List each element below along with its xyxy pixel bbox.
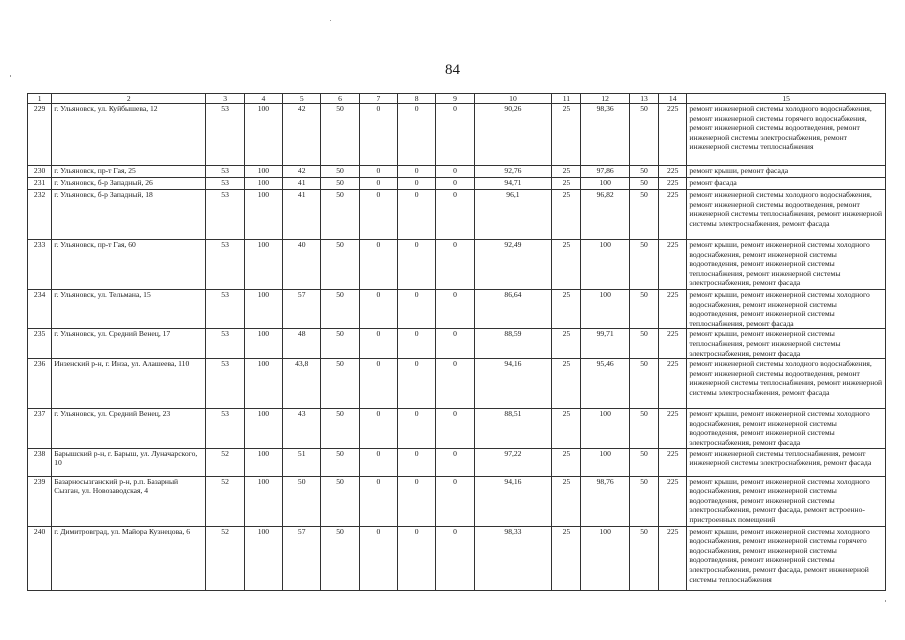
col14-cell: 225	[659, 329, 687, 359]
column-header-11: 11	[552, 94, 581, 104]
col11-cell: 25	[552, 359, 581, 409]
col14-cell: 225	[659, 409, 687, 448]
column-header-7: 7	[359, 94, 397, 104]
address-cell: г. Ульяновск, ул. Куйбышева, 12	[52, 104, 206, 166]
works-cell: ремонт крыши, ремонт фасада	[687, 166, 886, 178]
col8-cell: 0	[398, 166, 436, 178]
table-row	[28, 476, 886, 526]
col12-cell: 96,82	[581, 190, 629, 240]
address-cell: Барышский р-н, г. Барыш, ул. Луначарского, 10	[52, 448, 206, 476]
col13-cell: 50	[629, 240, 658, 290]
col12-cell: 97,86	[581, 166, 629, 178]
col8-cell: 0	[398, 329, 436, 359]
col10-cell: 97,22	[474, 448, 552, 476]
works-cell: ремонт крыши, ремонт инженерной системы холодного водоснабжения, ремонт инженерной системы водоотведения, ремонт инженерной системы теплоснабжения, ремонт фасада	[687, 290, 886, 329]
row-number: 233	[28, 240, 52, 290]
col8-cell: 0	[398, 359, 436, 409]
col6-cell: 50	[321, 190, 359, 240]
col11-cell: 25	[552, 104, 581, 166]
col7-cell: 0	[359, 240, 397, 290]
col14-cell: 225	[659, 290, 687, 329]
col6-cell: 50	[321, 476, 359, 526]
col14-cell: 225	[659, 476, 687, 526]
col8-cell: 0	[398, 448, 436, 476]
col13-cell: 50	[629, 166, 658, 178]
col5-cell: 51	[283, 448, 321, 476]
address-cell: г. Ульяновск, пр-т Гая, 25	[52, 166, 206, 178]
row-number: 237	[28, 409, 52, 448]
col6-cell: 50	[321, 409, 359, 448]
col10-cell: 94,71	[474, 178, 552, 190]
col9-cell: 0	[436, 448, 474, 476]
address-cell: г. Ульяновск, ул. Тельмана, 15	[52, 290, 206, 329]
col10-cell: 92,49	[474, 240, 552, 290]
col10-cell: 92,76	[474, 166, 552, 178]
column-header-15: 15	[687, 94, 886, 104]
col8-cell: 0	[398, 178, 436, 190]
col10-cell: 94,16	[474, 359, 552, 409]
column-header-5: 5	[283, 94, 321, 104]
col3-cell: 52	[206, 526, 244, 590]
col8-cell: 0	[398, 476, 436, 526]
col11-cell: 25	[552, 476, 581, 526]
col10-cell: 86,64	[474, 290, 552, 329]
col9-cell: 0	[436, 329, 474, 359]
column-header-10: 10	[474, 94, 552, 104]
col6-cell: 50	[321, 329, 359, 359]
table-row	[28, 290, 886, 329]
col14-cell: 225	[659, 166, 687, 178]
col14-cell: 225	[659, 359, 687, 409]
table-row	[28, 359, 886, 409]
col10-cell: 90,26	[474, 104, 552, 166]
column-header-4: 4	[244, 94, 282, 104]
col12-cell: 100	[581, 526, 629, 590]
col3-cell: 53	[206, 240, 244, 290]
address-cell: Инзенский р-н, г. Инза, ул. Алашеева, 110	[52, 359, 206, 409]
col7-cell: 0	[359, 190, 397, 240]
column-header-14: 14	[659, 94, 687, 104]
col4-cell: 100	[244, 526, 282, 590]
page-number: 84	[445, 62, 460, 78]
table-row	[28, 329, 886, 359]
row-number: 235	[28, 329, 52, 359]
col6-cell: 50	[321, 290, 359, 329]
column-header-1: 1	[28, 94, 52, 104]
table-row	[28, 190, 886, 240]
col3-cell: 52	[206, 448, 244, 476]
col13-cell: 50	[629, 178, 658, 190]
works-cell: ремонт крыши, ремонт инженерной системы холодного водоснабжения, ремонт инженерной системы горячего водоснабжения, ремонт инженерной системы водоотведения, ремонт инженерной системы электроснабжения, ремонт фасада, ремонт инженерной системы теплоснабжения	[687, 526, 886, 590]
col8-cell: 0	[398, 190, 436, 240]
col5-cell: 48	[283, 329, 321, 359]
col9-cell: 0	[436, 409, 474, 448]
col12-cell: 100	[581, 290, 629, 329]
col9-cell: 0	[436, 476, 474, 526]
row-number: 234	[28, 290, 52, 329]
col4-cell: 100	[244, 290, 282, 329]
col5-cell: 41	[283, 190, 321, 240]
col3-cell: 53	[206, 190, 244, 240]
scan-speck	[330, 20, 331, 21]
col5-cell: 57	[283, 526, 321, 590]
col6-cell: 50	[321, 526, 359, 590]
column-header-8: 8	[398, 94, 436, 104]
col4-cell: 100	[244, 104, 282, 166]
col12-cell: 98,36	[581, 104, 629, 166]
col5-cell: 42	[283, 104, 321, 166]
col9-cell: 0	[436, 178, 474, 190]
scan-speck	[885, 600, 886, 602]
col3-cell: 52	[206, 476, 244, 526]
table-row	[28, 178, 886, 190]
table-row	[28, 526, 886, 590]
address-cell: г. Ульяновск, б-р Западный, 18	[52, 190, 206, 240]
col11-cell: 25	[552, 178, 581, 190]
col7-cell: 0	[359, 104, 397, 166]
col4-cell: 100	[244, 166, 282, 178]
col13-cell: 50	[629, 329, 658, 359]
works-cell: ремонт инженерной системы холодного водоснабжения, ремонт инженерной системы горячего водоснабжения, ремонт инженерной системы водоотведения, ремонт инженерной системы электроснабжения, ремонт инженерной системы теплоснабжения	[687, 104, 886, 166]
col7-cell: 0	[359, 290, 397, 329]
col4-cell: 100	[244, 329, 282, 359]
column-header-2: 2	[52, 94, 206, 104]
row-number: 236	[28, 359, 52, 409]
col3-cell: 53	[206, 166, 244, 178]
col9-cell: 0	[436, 240, 474, 290]
address-cell: г. Ульяновск, пр-т Гая, 60	[52, 240, 206, 290]
col11-cell: 25	[552, 526, 581, 590]
col6-cell: 50	[321, 166, 359, 178]
col11-cell: 25	[552, 240, 581, 290]
col14-cell: 225	[659, 104, 687, 166]
col5-cell: 41	[283, 178, 321, 190]
col11-cell: 25	[552, 448, 581, 476]
col3-cell: 53	[206, 359, 244, 409]
col5-cell: 43,8	[283, 359, 321, 409]
col6-cell: 50	[321, 448, 359, 476]
col12-cell: 100	[581, 409, 629, 448]
address-cell: Базарносызганский р-н, р.п. Базарный Сызган, ул. Новозаводская, 4	[52, 476, 206, 526]
col4-cell: 100	[244, 240, 282, 290]
col6-cell: 50	[321, 104, 359, 166]
table-row	[28, 240, 886, 290]
col14-cell: 225	[659, 526, 687, 590]
col7-cell: 0	[359, 526, 397, 590]
table-row	[28, 409, 886, 448]
col11-cell: 25	[552, 329, 581, 359]
col5-cell: 57	[283, 290, 321, 329]
col9-cell: 0	[436, 359, 474, 409]
col3-cell: 53	[206, 104, 244, 166]
col7-cell: 0	[359, 166, 397, 178]
repair-program-table	[27, 93, 886, 591]
col4-cell: 100	[244, 190, 282, 240]
col11-cell: 25	[552, 409, 581, 448]
table-row	[28, 166, 886, 178]
col12-cell: 99,71	[581, 329, 629, 359]
col3-cell: 53	[206, 178, 244, 190]
col4-cell: 100	[244, 409, 282, 448]
column-header-3: 3	[206, 94, 244, 104]
repair-program-table-container	[27, 93, 886, 591]
column-header-12: 12	[581, 94, 629, 104]
col12-cell: 100	[581, 240, 629, 290]
col6-cell: 50	[321, 178, 359, 190]
table-row	[28, 104, 886, 166]
col8-cell: 0	[398, 526, 436, 590]
col8-cell: 0	[398, 240, 436, 290]
address-cell: г. Димитровград, ул. Майора Кузнецова, 6	[52, 526, 206, 590]
col14-cell: 225	[659, 448, 687, 476]
col12-cell: 100	[581, 178, 629, 190]
col4-cell: 100	[244, 359, 282, 409]
col7-cell: 0	[359, 448, 397, 476]
col13-cell: 50	[629, 409, 658, 448]
col3-cell: 53	[206, 329, 244, 359]
col3-cell: 53	[206, 290, 244, 329]
col8-cell: 0	[398, 104, 436, 166]
col7-cell: 0	[359, 178, 397, 190]
scan-speck	[10, 75, 11, 77]
col13-cell: 50	[629, 290, 658, 329]
column-header-6: 6	[321, 94, 359, 104]
works-cell: ремонт крыши, ремонт инженерной системы холодного водоснабжения, ремонт инженерной системы водоотведения, ремонт инженерной системы электроснабжения, ремонт фасада, ремонт встроенно-пристроенных помещений	[687, 476, 886, 526]
column-header-9: 9	[436, 94, 474, 104]
works-cell: ремонт фасада	[687, 178, 886, 190]
col4-cell: 100	[244, 448, 282, 476]
col11-cell: 25	[552, 190, 581, 240]
table-row	[28, 448, 886, 476]
col11-cell: 25	[552, 166, 581, 178]
works-cell: ремонт инженерной системы холодного водоснабжения, ремонт инженерной системы водоотведения, ремонт инженерной системы теплоснабжения, ремонт инженерной системы электроснабжения, ремонт фасада	[687, 359, 886, 409]
works-cell: ремонт крыши, ремонт инженерной системы теплоснабжения, ремонт инженерной системы электроснабжения, ремонт фасада	[687, 329, 886, 359]
col6-cell: 50	[321, 359, 359, 409]
col9-cell: 0	[436, 166, 474, 178]
col7-cell: 0	[359, 359, 397, 409]
col5-cell: 43	[283, 409, 321, 448]
col13-cell: 50	[629, 104, 658, 166]
col7-cell: 0	[359, 329, 397, 359]
col4-cell: 100	[244, 178, 282, 190]
row-number: 232	[28, 190, 52, 240]
col13-cell: 50	[629, 448, 658, 476]
col10-cell: 98,33	[474, 526, 552, 590]
works-cell: ремонт инженерной системы холодного водоснабжения, ремонт инженерной системы водоотведения, ремонт инженерной системы теплоснабжения, ремонт инженерной системы электроснабжения, ремонт фасада	[687, 190, 886, 240]
col5-cell: 40	[283, 240, 321, 290]
col12-cell: 100	[581, 448, 629, 476]
row-number: 240	[28, 526, 52, 590]
col12-cell: 95,46	[581, 359, 629, 409]
address-cell: г. Ульяновск, ул. Средний Венец, 23	[52, 409, 206, 448]
col7-cell: 0	[359, 409, 397, 448]
col9-cell: 0	[436, 190, 474, 240]
address-cell: г. Ульяновск, ул. Средний Венец, 17	[52, 329, 206, 359]
col10-cell: 88,59	[474, 329, 552, 359]
col9-cell: 0	[436, 526, 474, 590]
col9-cell: 0	[436, 290, 474, 329]
col10-cell: 88,51	[474, 409, 552, 448]
col4-cell: 100	[244, 476, 282, 526]
table-header-row	[28, 94, 886, 104]
col5-cell: 42	[283, 166, 321, 178]
col13-cell: 50	[629, 476, 658, 526]
row-number: 231	[28, 178, 52, 190]
col12-cell: 98,76	[581, 476, 629, 526]
col13-cell: 50	[629, 526, 658, 590]
col3-cell: 53	[206, 409, 244, 448]
col14-cell: 225	[659, 178, 687, 190]
works-cell: ремонт крыши, ремонт инженерной системы холодного водоснабжения, ремонт инженерной системы водоотведения, ремонт инженерной системы теплоснабжения, ремонт инженерной системы электроснабжения, ремонт фасада	[687, 240, 886, 290]
col11-cell: 25	[552, 290, 581, 329]
col14-cell: 225	[659, 240, 687, 290]
col13-cell: 50	[629, 359, 658, 409]
col13-cell: 50	[629, 190, 658, 240]
col10-cell: 94,16	[474, 476, 552, 526]
col10-cell: 96,1	[474, 190, 552, 240]
row-number: 229	[28, 104, 52, 166]
col8-cell: 0	[398, 409, 436, 448]
row-number: 230	[28, 166, 52, 178]
col9-cell: 0	[436, 104, 474, 166]
works-cell: ремонт крыши, ремонт инженерной системы холодного водоснабжения, ремонт инженерной системы водоотведения, ремонт инженерной системы электроснабжения, ремонт фасада	[687, 409, 886, 448]
col7-cell: 0	[359, 476, 397, 526]
col8-cell: 0	[398, 290, 436, 329]
works-cell: ремонт инженерной системы теплоснабжения, ремонт инженерной системы электроснабжения, ремонт фасада	[687, 448, 886, 476]
col5-cell: 50	[283, 476, 321, 526]
col14-cell: 225	[659, 190, 687, 240]
col6-cell: 50	[321, 240, 359, 290]
address-cell: г. Ульяновск, б-р Западный, 26	[52, 178, 206, 190]
column-header-13: 13	[629, 94, 658, 104]
row-number: 239	[28, 476, 52, 526]
row-number: 238	[28, 448, 52, 476]
